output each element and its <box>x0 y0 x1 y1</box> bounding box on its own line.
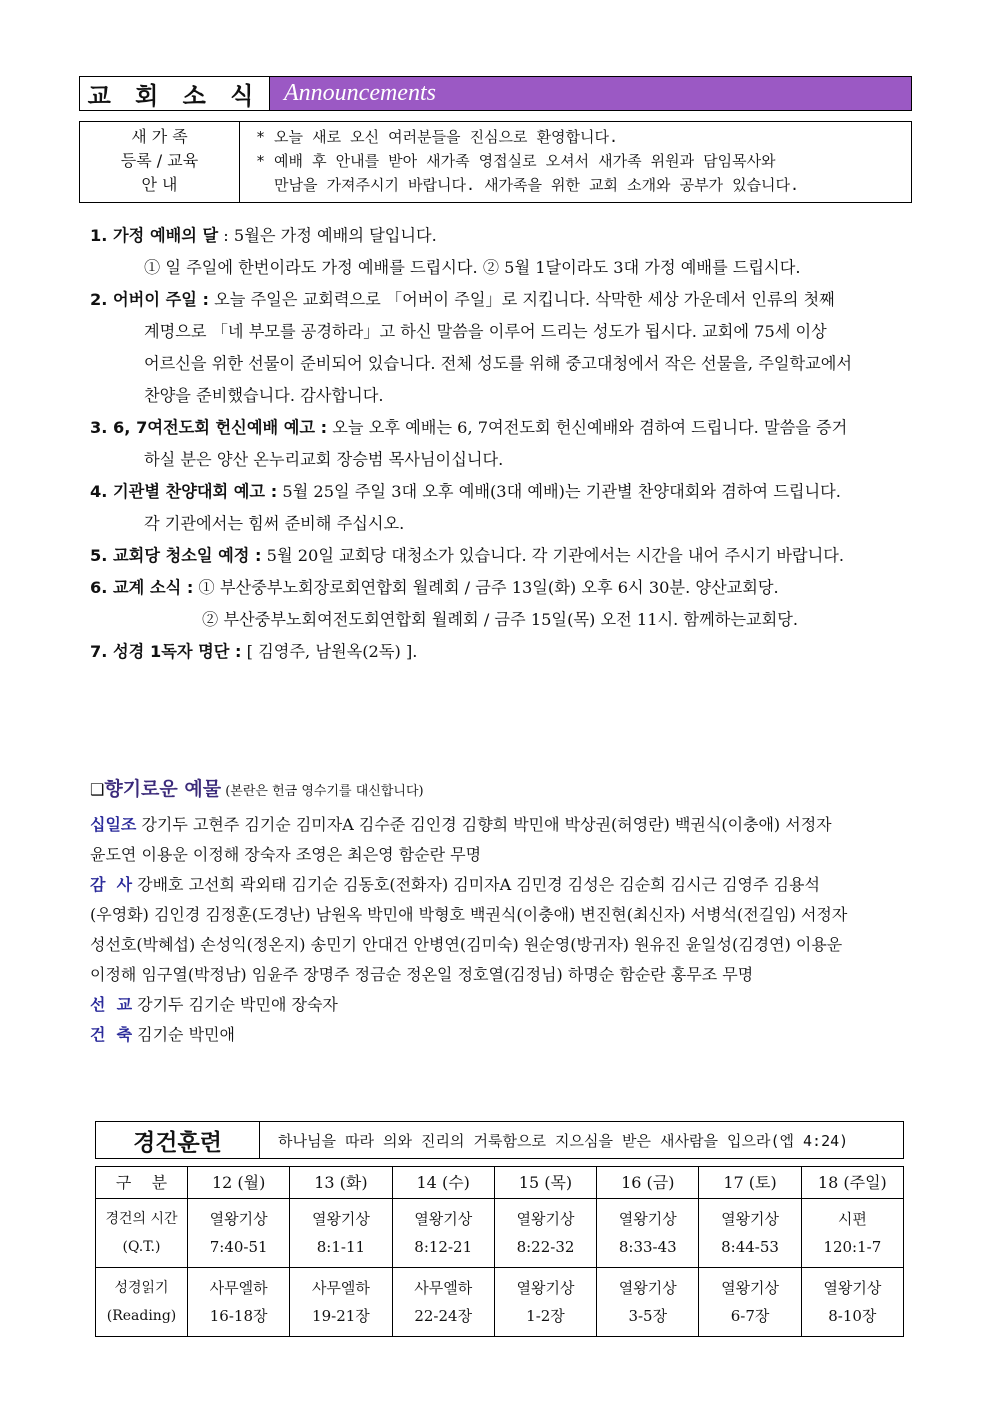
thanks-names-cont: (우영화) 김인경 김정훈(도경난) 남원옥 박민애 박형호 백권식(이충애) 변진현(최신자) 서병석(전길임) 서정자 <box>90 905 848 924</box>
item-1-sub: ① 일 주일에 한번이라도 가정 예배를 드립시다. ② 5월 1달이라도 3대 가정 예배를 드립시다. <box>144 258 801 277</box>
table-cell <box>699 1199 801 1268</box>
cell-passage: 8:44-53 <box>721 1238 779 1256</box>
item-text: ① 부산중부노회장로회연합회 월례회 / 금주 13일(화) 오후 6시 30분. 양산교회당. <box>193 578 779 597</box>
cell-book: 열왕기상 <box>618 1210 677 1228</box>
offerings-subtitle: (본란은 헌금 영수기를 대신합니다) <box>221 784 424 799</box>
item-text: 오늘 주일은 교회력으로 「어버이 주일」로 지킵니다. 삭막한 세상 가운데서 인류의 첫째 <box>208 290 835 309</box>
mission-label: 선 교 <box>90 995 133 1014</box>
cell-book: 사무엘하 <box>414 1279 473 1297</box>
cell-book: 열왕기상 <box>311 1210 370 1228</box>
cell-passage: 8:12-21 <box>414 1238 473 1256</box>
cell-passage: 19-21장 <box>312 1307 370 1325</box>
qt-header <box>95 1121 904 1159</box>
item-3-line: 하실 분은 양산 온누리교회 장승범 목사님이십니다. <box>144 450 504 469</box>
cell-passage: 16-18장 <box>209 1307 268 1325</box>
cell-book: 열왕기상 <box>721 1210 780 1228</box>
cell-book: 열왕기상 <box>618 1279 677 1297</box>
newcomer-text <box>240 122 911 202</box>
table-cell <box>597 1268 699 1337</box>
item-6 <box>90 572 905 604</box>
item-2 <box>90 284 905 316</box>
column-header: 12 (월) <box>188 1167 290 1199</box>
qt-row <box>96 1199 904 1268</box>
item-1 <box>90 220 905 252</box>
announcements-header <box>79 76 912 111</box>
row-label-line: 성경읽기 <box>114 1280 169 1296</box>
column-header: 13 (화) <box>290 1167 392 1199</box>
item-text: [ 김영주, 남원옥(2독) ]. <box>241 642 418 661</box>
table-cell <box>188 1268 290 1337</box>
item-text: : 5월은 가정 예배의 달입니다. <box>218 226 437 245</box>
cell-passage: 3-5장 <box>628 1307 668 1325</box>
cell-book: 시편 <box>837 1210 867 1228</box>
item-6-line: ② 부산중부노회여전도회연합회 월례회 / 금주 15일(목) 오전 11시. 함께하는교회당. <box>202 610 799 629</box>
cell-passage: 8:22-32 <box>516 1238 575 1256</box>
column-header: 14 (수) <box>392 1167 494 1199</box>
cell-book: 사무엘하 <box>311 1279 370 1297</box>
cell-book: 열왕기상 <box>414 1210 473 1228</box>
row-label <box>96 1268 188 1337</box>
table-cell <box>801 1199 903 1268</box>
item-text: 5월 25일 주일 3대 오후 예배(3대 예배)는 기관별 찬양대회와 겸하여 드립니다. <box>277 482 841 501</box>
item-label: 3. 6, 7여전도회 헌신예배 예고 : <box>90 418 328 437</box>
announcement-list <box>90 220 905 668</box>
qt-header-row <box>96 1167 904 1199</box>
item-label: 4. 기관별 찬양대회 예고 : <box>90 482 278 501</box>
table-cell <box>699 1268 801 1337</box>
table-cell <box>290 1268 392 1337</box>
table-cell <box>494 1268 596 1337</box>
cell-book: 열왕기상 <box>516 1279 575 1297</box>
newcomer-label: 등록 / 교육 <box>120 151 199 170</box>
offerings-title: 향기로운 예물 <box>104 778 222 800</box>
mission-names: 강기두 김기순 박민애 장숙자 <box>132 995 338 1014</box>
qt-title: 경건훈련 <box>96 1122 260 1158</box>
item-4-line: 각 기관에서는 힘써 준비해 주십시오. <box>144 514 405 533</box>
offerings-section <box>90 776 905 1050</box>
cell-book: 사무엘하 <box>209 1279 268 1297</box>
item-label: 6. 교계 소식 : <box>90 578 194 597</box>
table-cell <box>392 1268 494 1337</box>
item-5 <box>90 540 905 572</box>
newcomer-line: 만남을 가져주시기 바랍니다. 새가족을 위한 교회 소개와 공부가 있습니다. <box>256 176 800 194</box>
offerings-title-row <box>90 776 905 802</box>
item-text: 오늘 오후 예배는 6, 7여전도회 헌신예배와 겸하여 드립니다. 말씀을 증거 <box>327 418 848 437</box>
item-label: 1. 가정 예배의 달 <box>90 226 219 245</box>
thanks-label: 감 사 <box>90 875 133 894</box>
column-header: 17 (토) <box>699 1167 801 1199</box>
item-4 <box>90 476 905 508</box>
table-cell <box>392 1199 494 1268</box>
cell-passage: 8:1-11 <box>316 1238 366 1256</box>
item-7 <box>90 636 905 668</box>
row-label-line: (Q.T.) <box>122 1239 161 1255</box>
item-2-line: 어르신을 위한 선물이 준비되어 있습니다. 전체 성도를 위해 중고대청에서 작은 선물을, 주일학교에서 <box>144 354 853 373</box>
row-label-line: 경건의 시간 <box>105 1211 178 1227</box>
column-header: 15 (목) <box>494 1167 596 1199</box>
header-title-korean: 교 회 소 식 <box>80 77 270 110</box>
cell-passage: 1-2장 <box>526 1307 565 1325</box>
building-row <box>90 1020 905 1050</box>
mission-row <box>90 990 905 1020</box>
table-cell <box>290 1199 392 1268</box>
building-label: 건 축 <box>90 1025 133 1044</box>
tithe-names: 강기두 고현주 김기순 김미자A 김수준 김인경 김향희 박민애 박상권(허영란) 백권식(이충애) 서정자 <box>136 815 832 834</box>
item-2-line: 계명으로 「네 부모를 공경하라」고 하신 말씀을 이루어 드리는 성도가 됩시다. 교회에 75세 이상 <box>144 322 827 341</box>
tithe-row <box>90 810 905 840</box>
cell-passage: 8:33-43 <box>618 1238 677 1256</box>
cell-passage: 7:40-51 <box>209 1238 268 1256</box>
newcomer-box <box>79 121 912 203</box>
table-cell <box>597 1199 699 1268</box>
cell-book: 열왕기상 <box>209 1210 268 1228</box>
cell-book: 열왕기상 <box>516 1210 575 1228</box>
tithe-label: 십일조 <box>90 815 137 834</box>
newcomer-labels <box>80 122 240 202</box>
cell-passage: 6-7장 <box>730 1307 770 1325</box>
newcomer-label: 안 내 <box>141 175 178 194</box>
row-label-line: (Reading) <box>106 1308 177 1324</box>
newcomer-line: * 오늘 새로 오신 여러분들을 진심으로 환영합니다. <box>256 128 619 146</box>
column-header: 18 (주일) <box>801 1167 903 1199</box>
cell-passage: 22-24장 <box>414 1307 473 1325</box>
cell-book: 열왕기상 <box>721 1279 780 1297</box>
thanks-row <box>90 870 905 900</box>
table-cell <box>801 1268 903 1337</box>
item-text: 5월 20일 교회당 대청소가 있습니다. 각 기관에서는 시간을 내어 주시기 바랍니다. <box>261 546 845 565</box>
tithe-names-cont: 윤도연 이용운 이정해 장숙자 조영은 최은영 함순란 무명 <box>90 845 482 864</box>
header-title-english: Announcements <box>270 77 911 110</box>
building-names: 김기순 박민애 <box>132 1025 235 1044</box>
table-cell <box>494 1199 596 1268</box>
qt-verse: 하나님을 따라 의와 진리의 거룩함으로 지으심을 받은 새사람을 입으라(엡 4:24) <box>278 1131 849 1150</box>
item-label: 5. 교회당 청소일 예정 : <box>90 546 262 565</box>
item-label: 2. 어버이 주일 : <box>90 290 209 309</box>
column-header: 16 (금) <box>597 1167 699 1199</box>
cell-passage: 8-10장 <box>828 1307 877 1325</box>
qt-schedule-table <box>95 1166 904 1337</box>
checkbox-icon: ❑ <box>90 780 105 799</box>
item-3 <box>90 412 905 444</box>
newcomer-line: * 예배 후 안내를 받아 새가족 영접실로 오셔서 새가족 위원과 담임목사와 <box>256 152 776 170</box>
thanks-names-cont: 이정해 임구열(박정남) 임윤주 장명주 정금순 정온일 정호열(김정님) 하명순 함순란 홍무조 무명 <box>90 965 754 984</box>
item-label: 7. 성경 1독자 명단 : <box>90 642 242 661</box>
newcomer-label: 새 가 족 <box>131 127 188 146</box>
qt-row <box>96 1268 904 1337</box>
cell-book: 열왕기상 <box>823 1279 882 1297</box>
table-cell <box>188 1199 290 1268</box>
column-header: 구 분 <box>96 1167 188 1199</box>
item-2-line: 찬양을 준비했습니다. 감사합니다. <box>144 386 384 405</box>
thanks-names: 강배호 고선희 곽외태 김기순 김동호(전화자) 김미자A 김민경 김성은 김순희 김시근 김영주 김용석 <box>132 875 820 894</box>
row-label <box>96 1199 188 1268</box>
thanks-names-cont: 성선호(박혜섭) 손성익(정온지) 송민기 안대건 안병연(김미숙) 원순영(방귀자) 원유진 윤일성(김경연) 이용운 <box>90 935 843 954</box>
cell-passage: 120:1-7 <box>823 1238 882 1256</box>
